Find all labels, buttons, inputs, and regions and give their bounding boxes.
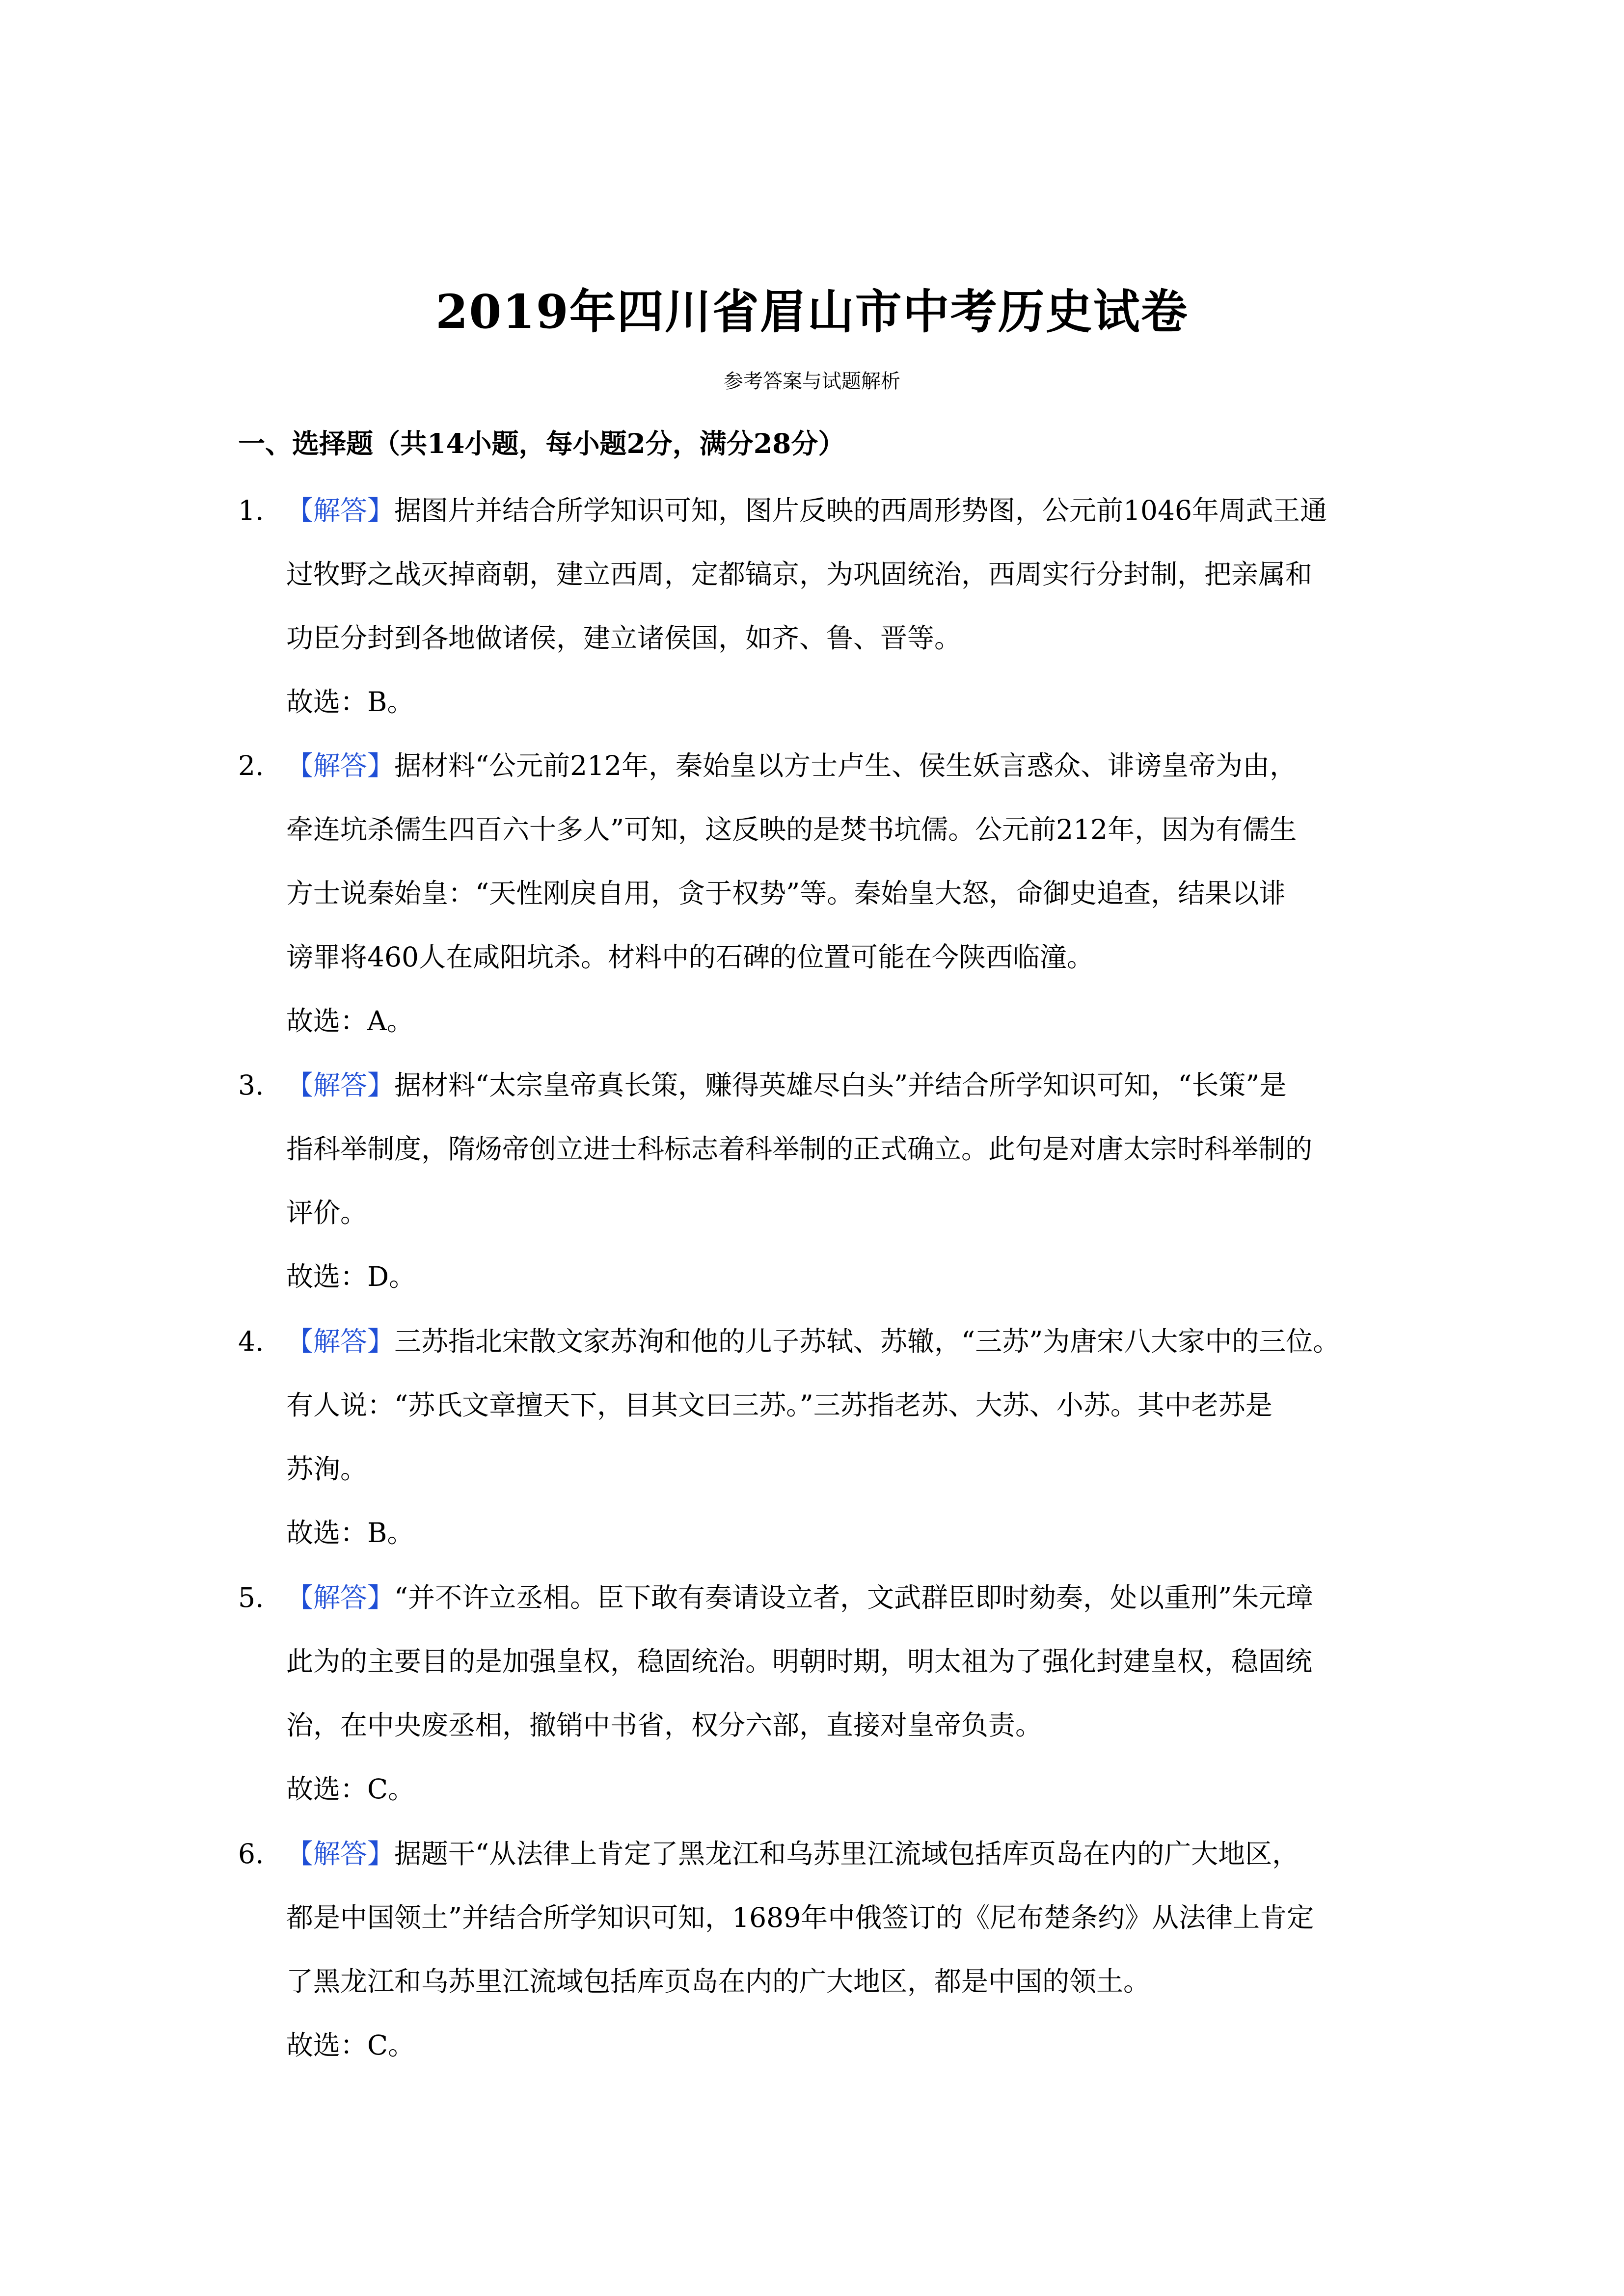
section-heading: 一、选择题（共14小题，每小题2分，满分28分） bbox=[238, 427, 845, 459]
question-number: 6. bbox=[238, 1838, 264, 1869]
answer-choice: 故选：A。 bbox=[286, 1005, 414, 1037]
question-4 bbox=[238, 1309, 1436, 1565]
answer-tag: 【解答】 bbox=[286, 1069, 395, 1101]
answer-tag: 【解答】 bbox=[286, 1838, 395, 1869]
question-number: 4. bbox=[238, 1326, 264, 1357]
question-number: 2. bbox=[238, 750, 264, 781]
question-text: 三苏指北宋散文家苏洵和他的儿子苏轼、苏辙，“三苏”为唐宋八大家中的三位。 bbox=[394, 1326, 1340, 1357]
question-6 bbox=[238, 1822, 1436, 2077]
question-number: 5. bbox=[238, 1582, 264, 1613]
question-text: 牵连坑杀儒生四百六十多人”可知，这反映的是焚书坑儒。公元前212年，因为有儒生 bbox=[286, 814, 1297, 845]
question-text: 功臣分封到各地做诸侯，建立诸侯国，如齐、鲁、晋等。 bbox=[286, 622, 962, 654]
question-text: 评价。 bbox=[286, 1197, 368, 1228]
answer-choice: 故选：B。 bbox=[286, 686, 414, 718]
page-title: 2019年四川省眉山市中考历史试卷 bbox=[435, 285, 1189, 339]
page-subtitle: 参考答案与试题解析 bbox=[724, 370, 900, 393]
question-5 bbox=[238, 1566, 1436, 1821]
answer-choice: 故选：D。 bbox=[286, 1261, 416, 1292]
answer-tag: 【解答】 bbox=[286, 495, 395, 526]
question-text: 方士说秦始皇：“天性刚戾自用，贪于权势”等。秦始皇大怒，命御史追查，结果以诽 bbox=[286, 878, 1286, 909]
question-text: 此为的主要目的是加强皇权，稳固统治。明朝时期，明太祖为了强化封建皇权，稳固统 bbox=[286, 1646, 1313, 1677]
question-3 bbox=[238, 1053, 1436, 1308]
question-text: 苏洵。 bbox=[286, 1453, 368, 1485]
answer-choice: 故选：C。 bbox=[286, 2029, 415, 2061]
question-text: 据材料“公元前212年，秦始皇以方士卢生、侯生妖言惑众、诽谤皇帝为由， bbox=[394, 750, 1297, 781]
question-text: 了黑龙江和乌苏里江流域包括库页岛在内的广大地区，都是中国的领土。 bbox=[286, 1966, 1151, 1997]
question-text: 指科举制度，隋炀帝创立进士科标志着科举制的正式确立。此句是对唐太宗时科举制的 bbox=[286, 1133, 1313, 1165]
question-text: 据题干“从法律上肯定了黑龙江和乌苏里江流域包括库页岛在内的广大地区， bbox=[394, 1838, 1299, 1869]
question-number: 3. bbox=[238, 1069, 264, 1101]
question-text: 有人说：“苏氏文章擅天下，目其文曰三苏。”三苏指老苏、大苏、小苏。其中老苏是 bbox=[286, 1389, 1272, 1421]
question-number: 1. bbox=[238, 495, 264, 526]
question-text: 据材料“太宗皇帝真长策，赚得英雄尽白头”并结合所学知识可知，“长策”是 bbox=[394, 1069, 1287, 1101]
question-text: “并不许立丞相。臣下敢有奏请设立者，文武群臣即时劾奏，处以重刑”朱元璋 bbox=[394, 1582, 1313, 1613]
question-2 bbox=[238, 734, 1436, 1053]
question-text: 治，在中央废丞相，撤销中书省，权分六部，直接对皇帝负责。 bbox=[286, 1709, 1043, 1741]
answer-tag: 【解答】 bbox=[286, 1326, 395, 1357]
answer-choice: 故选：C。 bbox=[286, 1773, 415, 1805]
answer-tag: 【解答】 bbox=[286, 750, 395, 781]
question-text: 都是中国领土”并结合所学知识可知，1689年中俄签订的《尼布楚条约》从法律上肯定 bbox=[286, 1902, 1314, 1933]
answer-choice: 故选：B。 bbox=[286, 1517, 414, 1548]
question-text: 谤罪将460人在咸阳坑杀。材料中的石碑的位置可能在今陕西临潼。 bbox=[286, 941, 1094, 973]
question-text: 据图片并结合所学知识可知，图片反映的西周形势图，公元前1046年周武王通 bbox=[394, 495, 1327, 526]
answer-tag: 【解答】 bbox=[286, 1582, 395, 1613]
question-text: 过牧野之战灭掉商朝，建立西周，定都镐京，为巩固统治，西周实行分封制，把亲属和 bbox=[286, 559, 1313, 590]
question-1 bbox=[238, 479, 1436, 734]
